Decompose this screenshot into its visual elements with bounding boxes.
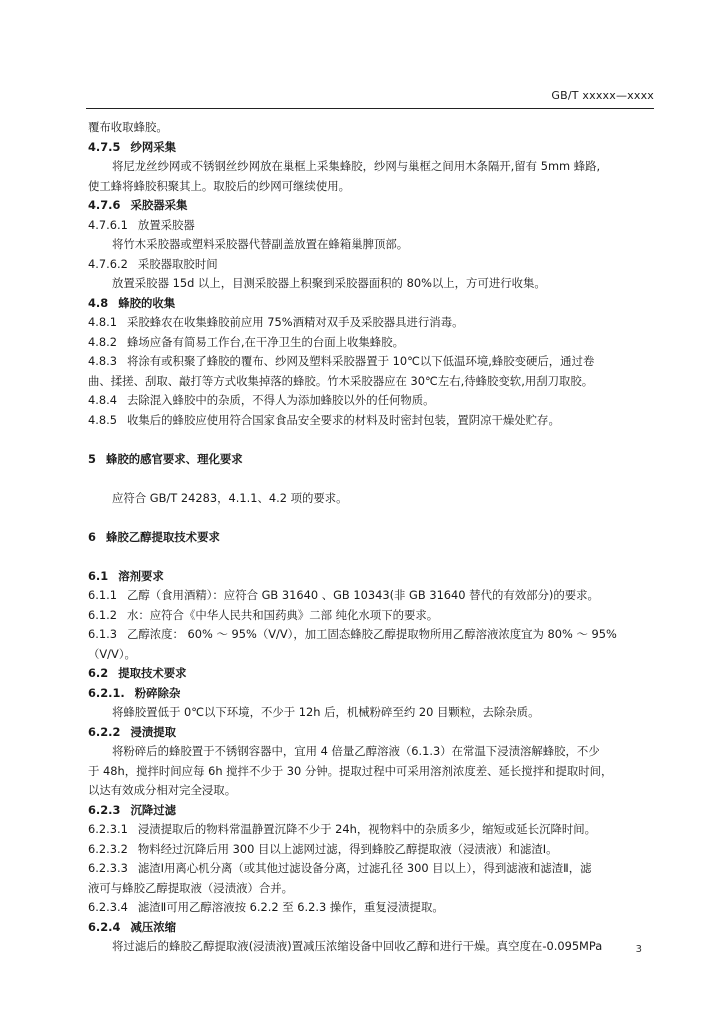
clause-text: 蜂场应备有简易工作台,在干净卫生的台面上收集蜂胶。 xyxy=(126,334,404,349)
section-title: 蜂胶乙醇提取技术要求 xyxy=(105,529,220,544)
section-heading xyxy=(88,918,656,938)
blank-line xyxy=(88,430,656,450)
section-heading xyxy=(88,664,656,684)
clause-number: 6.1.2 xyxy=(88,607,117,622)
clause-number: 6.2.3.4 xyxy=(88,900,128,914)
clause-number: 4.8.3 xyxy=(88,354,117,368)
section-title: 蜂胶的感官要求、理化要求 xyxy=(105,451,243,466)
clause-number: 6.2.3.1 xyxy=(88,822,128,836)
section-heading xyxy=(88,196,656,216)
section-number: 4.7.6 xyxy=(88,198,121,212)
paragraph-start: 将竹木采胶器或塑料采胶器代替副盖放置在蜂箱巢脾顶部。 xyxy=(112,237,409,251)
clause-number: 6.2.3.2 xyxy=(88,841,128,856)
paragraph-start: 将粉碎后的蜂胶置于不锈钢容器中，宜用 4 倍量乙醇溶液（6.1.3）在常温下浸渍溶解蜂胶，不少 xyxy=(112,744,600,758)
section-heading xyxy=(88,138,656,158)
clause-text: 采胶蜂农在收集蜂胶前应用 75%酒精对双手及采胶器具进行消毒。 xyxy=(126,315,464,329)
clause-number: 4.7.6.1 xyxy=(88,217,128,232)
section-number: 5 xyxy=(88,451,96,466)
section-number: 6.2.3 xyxy=(88,802,121,817)
section-title: 减压浓缩 xyxy=(130,919,177,934)
clause-number: 4.7.6.2 xyxy=(88,256,128,271)
clause-number: 6.1.3 xyxy=(88,627,117,641)
section-title: 溶剂要求 xyxy=(118,568,164,583)
section-heading xyxy=(88,528,656,548)
section-heading xyxy=(88,294,656,314)
section-title: 蜂胶的收集 xyxy=(118,295,176,310)
clause-text: 乙醇（食用酒精）：应符合 GB 31640 、GB 10343(非 GB 31640 替代的有效部分)的要求。 xyxy=(126,588,599,602)
clause-text: 收集后的蜂胶应使用符合国家食品安全要求的材料及时密封包装，置阴凉干燥处贮存。 xyxy=(126,412,560,427)
clause-line xyxy=(88,820,656,840)
document-body xyxy=(88,118,656,957)
section-number: 6.1 xyxy=(88,568,109,583)
clause-text: 放置采胶器 xyxy=(137,217,195,232)
paragraph-line: 覆布收取蜂胶。 xyxy=(88,120,168,134)
section-title: 粉碎除杂 xyxy=(134,685,181,700)
clause-text: 乙醇浓度： 60% ～ 95%（V/V），加工固态蜂胶乙醇提取物所用乙醇溶液浓度宜为 80% ～ 95% xyxy=(126,627,617,641)
section-heading xyxy=(88,723,656,743)
clause-line xyxy=(88,216,656,236)
blank-line xyxy=(88,469,656,489)
paragraph-start: 将尼龙丝纱网或不锈钢丝纱网放在巢框上采集蜂胶，纱网与巢框之间用木条隔开,留有 5mm 蜂路, xyxy=(112,159,601,173)
section-heading xyxy=(88,450,656,470)
paragraph-line: （V/V）。 xyxy=(88,646,136,661)
clause-text: 物料经过沉降后用 300 目以上滤网过滤，得到蜂胶乙醇提取液（浸渍液）和滤渣Ⅰ。 xyxy=(137,841,558,856)
section-number: 6.2.4 xyxy=(88,919,121,934)
paragraph-line: 于 48h，搅拌时间应每 6h 搅拌不少于 30 分钟。提取过程中可采用溶剂浓度差、延长搅拌和提取时间， xyxy=(88,763,613,778)
clause-line xyxy=(88,859,656,879)
clause-number: 4.8.5 xyxy=(88,412,117,427)
clause-line xyxy=(88,255,656,275)
clause-line xyxy=(88,333,656,353)
clause-number: 6.1.1 xyxy=(88,588,117,602)
clause-line xyxy=(88,391,656,411)
paragraph-line: 液可与蜂胶乙醇提取液（浸渍液）合并。 xyxy=(88,880,294,895)
clause-line xyxy=(88,625,656,645)
clause-line xyxy=(88,313,656,333)
clause-text: 滤渣Ⅱ可用乙醇溶液按 6.2.2 至 6.2.3 操作，重复浸渍提取。 xyxy=(137,900,444,914)
section-number: 4.7.5 xyxy=(88,139,121,154)
clause-text: 浸渍提取后的物料常温静置沉降不少于 24h，视物料中的杂质多少，缩短或延长沉降时间。 xyxy=(137,822,597,836)
section-title: 浸渍提取 xyxy=(130,724,177,739)
clause-line xyxy=(88,352,656,372)
section-number: 6 xyxy=(88,529,96,544)
standard-code: GB/T xxxxx—xxxx xyxy=(551,89,654,102)
paragraph-start: 将过滤后的蜂胶乙醇提取液(浸渍液)置减压浓缩设备中回收乙醇和进行干燥。真空度在-0.095MPa xyxy=(112,939,603,953)
section-title: 纱网采集 xyxy=(130,139,177,154)
section-number: 6.2.2 xyxy=(88,724,121,739)
section-number: 6.2.1. xyxy=(88,685,125,700)
section-title: 沉降过滤 xyxy=(130,802,177,817)
section-heading xyxy=(88,801,656,821)
clause-line xyxy=(88,606,656,626)
clause-number: 4.8.2 xyxy=(88,334,117,349)
clause-text: 采胶器取胶时间 xyxy=(137,256,218,271)
blank-line xyxy=(88,508,656,528)
clause-text: 水：应符合《中华人民共和国药典》二部 纯化水项下的要求。 xyxy=(126,607,439,622)
section-heading xyxy=(88,567,656,587)
clause-text: 将涂有或积聚了蜂胶的覆布、纱网及塑料采胶器置于 10℃以下低温环境,蜂胶变硬后，通过卷 xyxy=(126,354,595,368)
paragraph-line: 使工蜂将蜂胶积聚其上。取胶后的纱网可继续使用。 xyxy=(88,178,350,193)
blank-line xyxy=(88,547,656,567)
paragraph-start: 放置采胶器 15d 以上，目测采胶器上积聚到采胶器面积的 80%以上，方可进行收集。 xyxy=(112,276,546,290)
section-number: 4.8 xyxy=(88,295,109,310)
clause-line xyxy=(88,411,656,431)
clause-number: 6.2.3.3 xyxy=(88,861,128,875)
clause-text: 滤渣Ⅰ用离心机分离（或其他过滤设备分离，过滤孔径 300 目以上），得到滤液和滤渣Ⅱ，滤 xyxy=(137,861,592,875)
clause-number: 4.8.4 xyxy=(88,393,117,407)
clause-line xyxy=(88,586,656,606)
clause-text: 去除混入蜂胶中的杂质，不得人为添加蜂胶以外的任何物质。 xyxy=(126,393,435,407)
paragraph-start: 应符合 GB/T 24283，4.1.1、4.2 项的要求。 xyxy=(112,490,348,505)
section-title: 提取技术要求 xyxy=(118,666,187,680)
clause-number: 4.8.1 xyxy=(88,315,117,329)
clause-line xyxy=(88,840,656,860)
section-heading xyxy=(88,684,656,704)
clause-line xyxy=(88,898,656,918)
paragraph-line: 曲、揉搓、刮取、敲打等方式收集掉落的蜂胶。竹木采胶器应在 30℃左右,待蜂胶变软,用刮刀取胶。 xyxy=(88,373,594,388)
header-rule xyxy=(86,108,654,109)
section-title: 采胶器采集 xyxy=(130,198,188,212)
page-number: 3 xyxy=(635,944,642,955)
paragraph-start: 将蜂胶置低于 0℃以下环境，不少于 12h 后，机械粉碎至约 20 目颗粒，去除杂质。 xyxy=(112,705,540,719)
section-number: 6.2 xyxy=(88,666,109,680)
paragraph-line: 以达有效成分相对完全浸取。 xyxy=(88,783,237,797)
